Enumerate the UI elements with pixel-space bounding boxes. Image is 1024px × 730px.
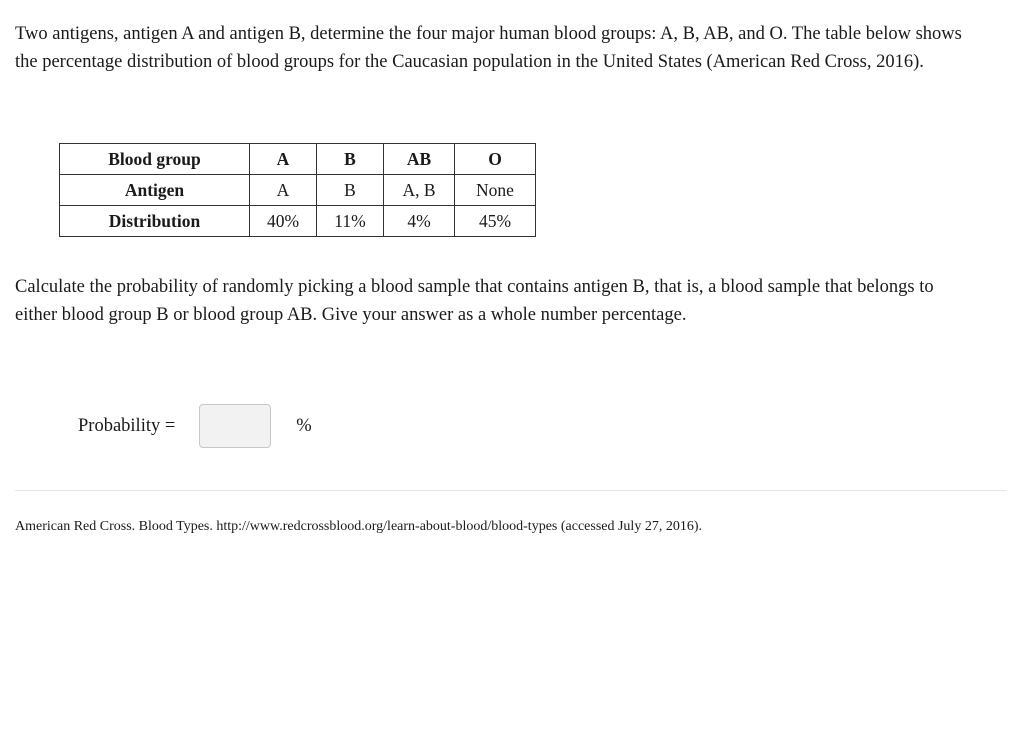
table-header-cell: A xyxy=(250,144,317,175)
probability-input[interactable] xyxy=(199,404,271,448)
table-cell: A xyxy=(250,175,317,206)
table-cell: 45% xyxy=(455,206,536,237)
table-header-row xyxy=(60,144,536,175)
table-header-cell: O xyxy=(455,144,536,175)
divider xyxy=(15,490,1007,491)
probability-label: Probability = xyxy=(78,415,176,436)
table-row-header: Distribution xyxy=(60,206,250,237)
answer-row xyxy=(78,403,312,449)
table-row-header: Antigen xyxy=(60,175,250,206)
table-cell: 11% xyxy=(317,206,384,237)
table-cell: A, B xyxy=(384,175,455,206)
table-cell: 40% xyxy=(250,206,317,237)
table-row xyxy=(60,206,536,237)
question-paragraph: Calculate the probability of randomly picking a blood sample that contains antigen B, that is, a blood sample that belongs to either blood group B or blood group AB. Give your answer as a whole number percentage. xyxy=(15,277,934,325)
table-header-cell: AB xyxy=(384,144,455,175)
table-header-cell: B xyxy=(317,144,384,175)
citation-text: American Red Cross. Blood Types. http://www.redcrossblood.org/learn-about-blood/blood-types (accessed July 27, 2016). xyxy=(15,519,702,534)
intro-paragraph: Two antigens, antigen A and antigen B, determine the four major human blood groups: A, B, AB, and O. The table below shows the percentage distribution of blood groups for the Caucasian population in the United States (American Red Cross, 2016). xyxy=(15,24,962,72)
blood-group-table xyxy=(59,143,536,237)
table-cell: 4% xyxy=(384,206,455,237)
table-cell: None xyxy=(455,175,536,206)
table-header-cell: Blood group xyxy=(60,144,250,175)
percent-unit-label: % xyxy=(296,415,312,436)
table-row xyxy=(60,175,536,206)
table-cell: B xyxy=(317,175,384,206)
